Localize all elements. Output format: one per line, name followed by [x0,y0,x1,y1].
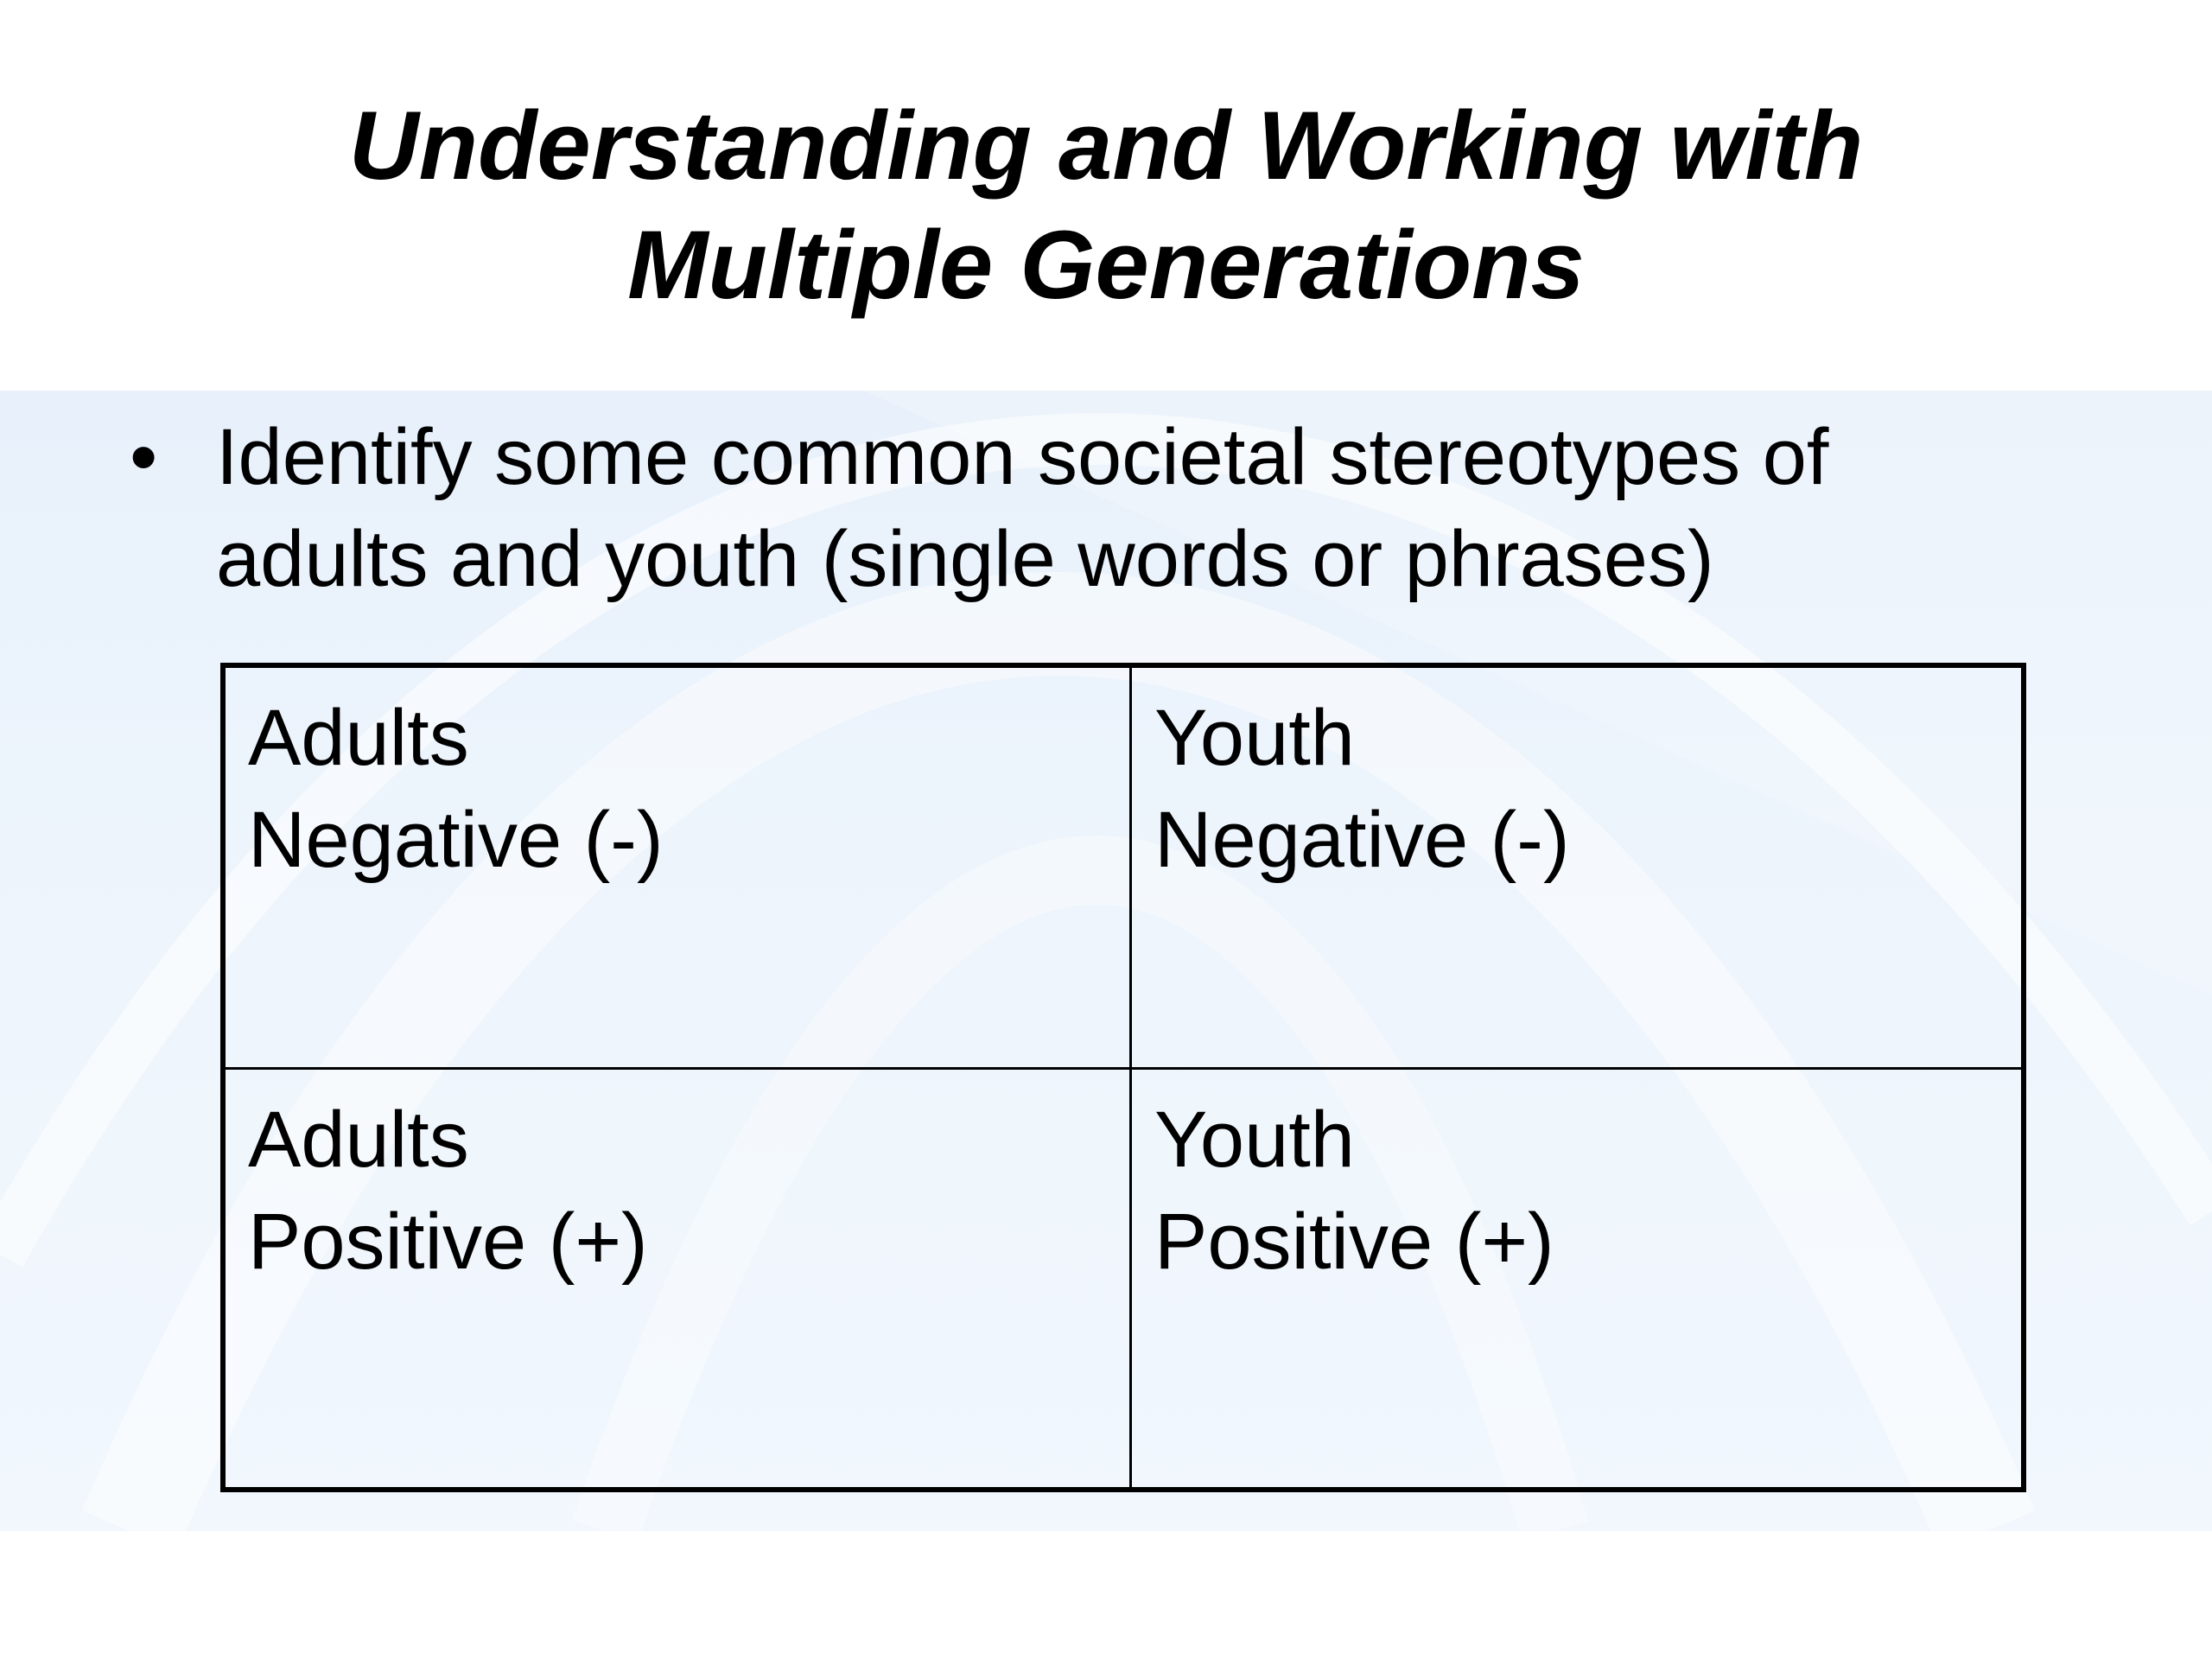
cell-sentiment-label: Positive (+) [1154,1198,1554,1286]
cell-group-label: Youth [1154,1096,1355,1184]
table-cell-adults-negative[interactable] [226,668,1129,1067]
cell-group-label: Youth [1154,694,1355,782]
table-cell-adults-positive[interactable] [226,1067,1129,1487]
cell-sentiment-label: Positive (+) [248,1198,648,1286]
bullet-icon: • [130,413,158,501]
slide-title-line: Multiple Generations [627,211,1585,319]
bullet-text-line: Identify some common societal stereotypes of [216,413,1829,501]
cell-sentiment-label: Negative (-) [248,796,664,884]
cell-sentiment-label: Negative (-) [1154,796,1570,884]
bullet-text-line: adults and youth (single words or phrases) [216,515,1714,603]
cell-group-label: Adults [248,694,469,782]
bullet-text [216,406,2074,610]
slide-title [0,86,2212,325]
table-cell-youth-positive[interactable] [1129,1067,2021,1487]
slide-title-line: Understanding and Working with [348,92,1864,200]
table-cell-youth-negative[interactable] [1129,668,2021,1067]
stereotype-table [220,663,2026,1492]
cell-group-label: Adults [248,1096,469,1184]
